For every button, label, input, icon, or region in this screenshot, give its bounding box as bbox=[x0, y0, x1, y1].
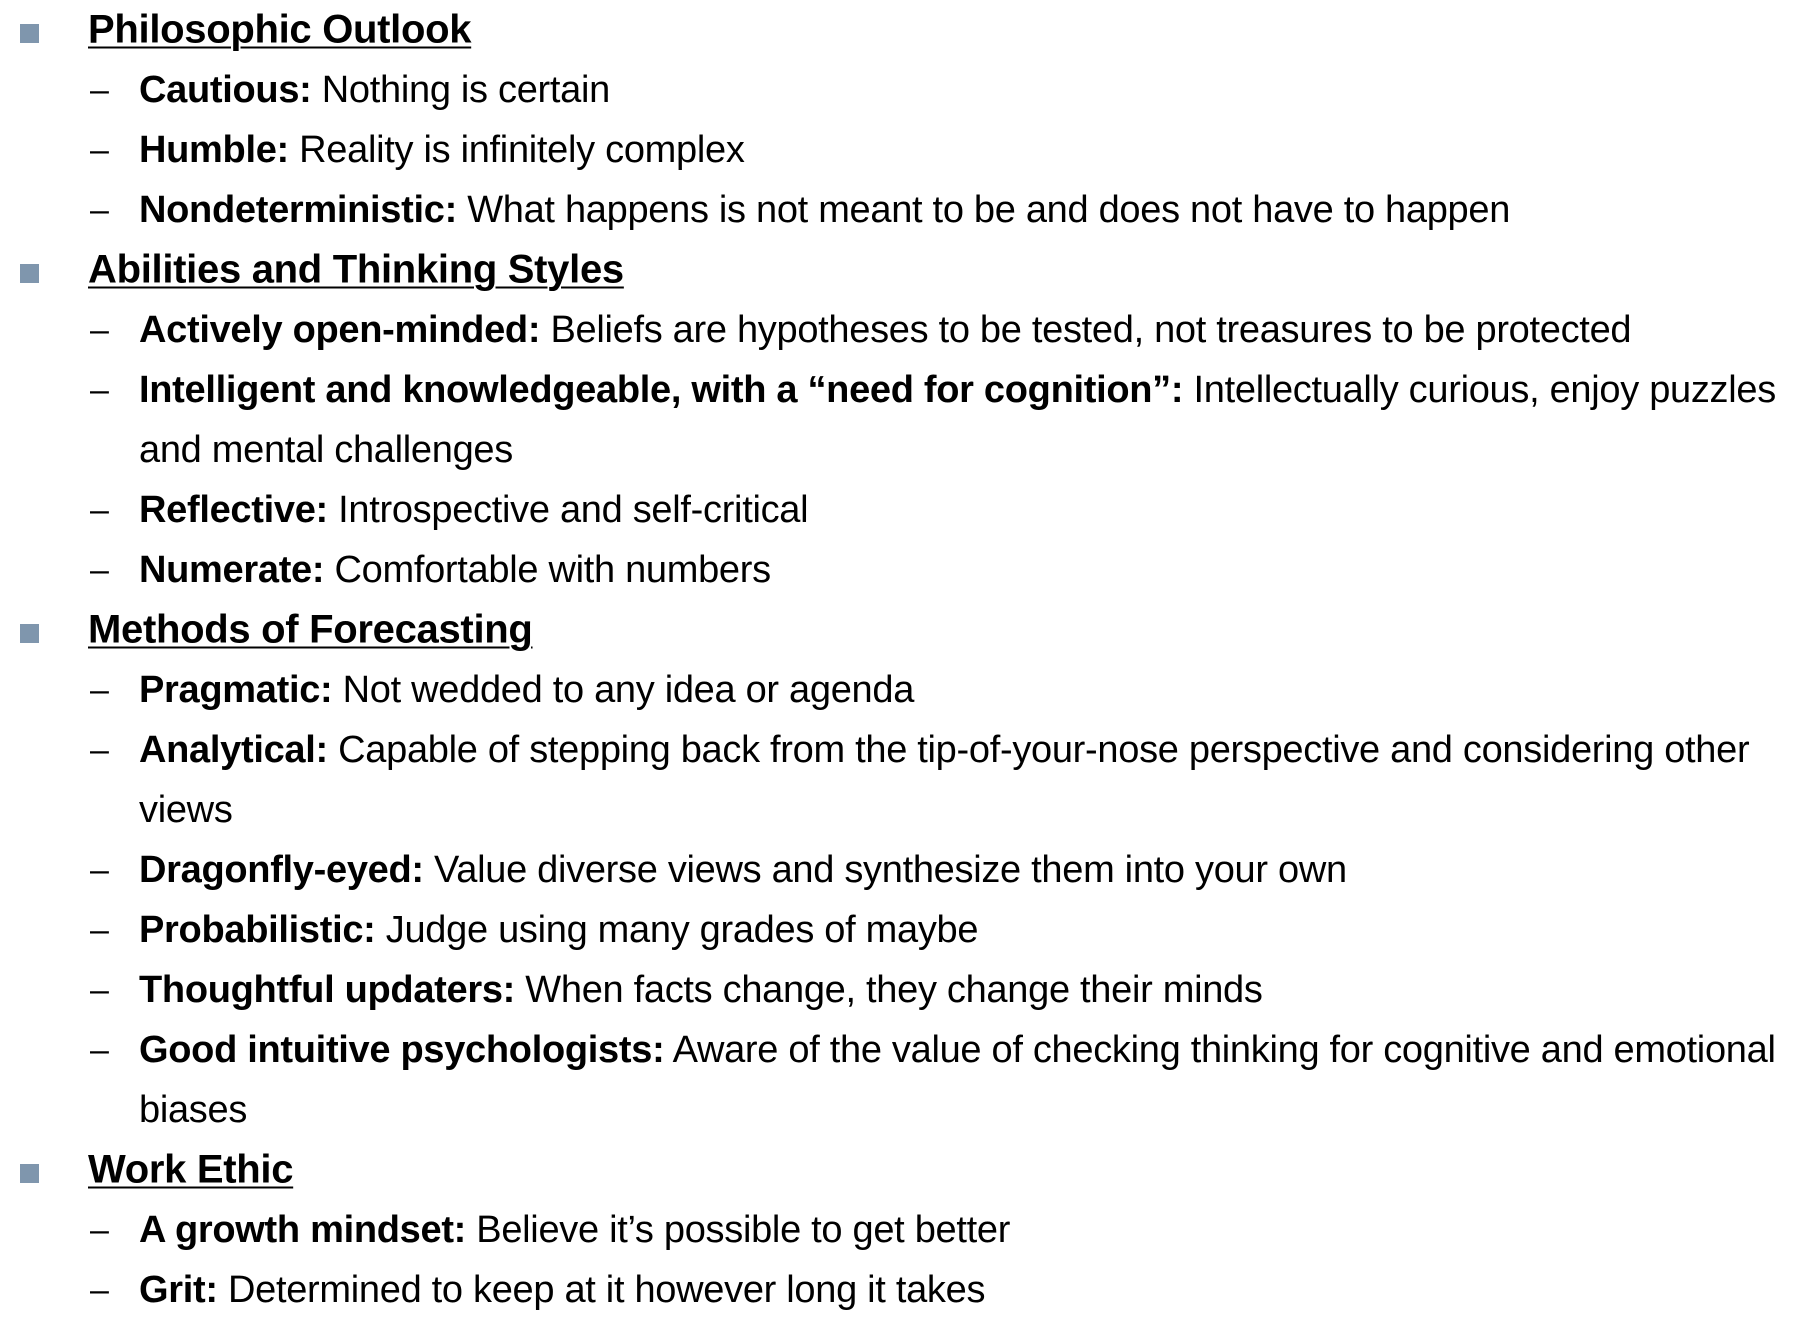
square-bullet-icon bbox=[20, 24, 39, 43]
section-heading-row bbox=[0, 600, 1819, 660]
item-text: Determined to keep at it however long it takes bbox=[217, 1269, 986, 1311]
list-item bbox=[0, 540, 1819, 600]
section-abilities-thinking-styles bbox=[0, 240, 1819, 600]
item-text: Not wedded to any idea or agenda bbox=[332, 669, 915, 711]
dash-bullet-icon: – bbox=[90, 911, 109, 949]
item-text: Intellectually curious, enjoy puzzles and mental challenges bbox=[139, 369, 1776, 471]
item-text: Judge using many grades of maybe bbox=[375, 909, 979, 951]
dash-bullet-icon: – bbox=[90, 971, 109, 1009]
section-work-ethic bbox=[0, 1140, 1819, 1320]
item-label: Thoughtful updaters: bbox=[139, 969, 516, 1011]
dash-bullet-icon: – bbox=[90, 371, 109, 409]
dash-bullet-icon: – bbox=[90, 1271, 109, 1309]
section-heading: Work Ethic bbox=[88, 1147, 294, 1192]
dash-bullet-icon: – bbox=[90, 191, 109, 229]
section-heading: Methods of Forecasting bbox=[88, 607, 533, 652]
item-label: Numerate: bbox=[139, 549, 325, 591]
item-text: Capable of stepping back from the tip-of-your-nose perspective and considering other views bbox=[139, 729, 1750, 831]
square-bullet-icon bbox=[20, 624, 39, 643]
dash-bullet-icon: – bbox=[90, 1211, 109, 1249]
dash-bullet-icon: – bbox=[90, 1031, 109, 1069]
item-text: Nothing is certain bbox=[311, 69, 610, 111]
dash-bullet-icon: – bbox=[90, 131, 109, 169]
list-item bbox=[0, 660, 1819, 720]
list-item bbox=[0, 1200, 1819, 1260]
list-item bbox=[0, 840, 1819, 900]
item-label: Dragonfly-eyed: bbox=[139, 849, 424, 891]
list-item bbox=[0, 60, 1819, 120]
item-label: A growth mindset: bbox=[139, 1209, 467, 1251]
list-item bbox=[0, 180, 1819, 240]
section-heading-row bbox=[0, 240, 1819, 300]
list-item bbox=[0, 300, 1819, 360]
list-item bbox=[0, 120, 1819, 180]
section-heading-row bbox=[0, 1140, 1819, 1200]
item-text: Aware of the value of checking thinking for cognitive and emotional biases bbox=[139, 1029, 1776, 1131]
item-text: Introspective and self-critical bbox=[327, 489, 809, 531]
dash-bullet-icon: – bbox=[90, 851, 109, 889]
dash-bullet-icon: – bbox=[90, 731, 109, 769]
item-label: Good intuitive psychologists: bbox=[139, 1029, 665, 1071]
item-text: Comfortable with numbers bbox=[324, 549, 771, 591]
section-heading-row bbox=[0, 0, 1819, 60]
section-heading: Abilities and Thinking Styles bbox=[88, 247, 624, 292]
item-text: Beliefs are hypotheses to be tested, not treasures to be protected bbox=[540, 309, 1632, 351]
section-philosophic-outlook bbox=[0, 0, 1819, 240]
item-label: Probabilistic: bbox=[139, 909, 376, 951]
dash-bullet-icon: – bbox=[90, 491, 109, 529]
item-text: Value diverse views and synthesize them into your own bbox=[423, 849, 1347, 891]
item-text: What happens is not meant to be and does not have to happen bbox=[456, 189, 1511, 231]
item-label: Humble: bbox=[139, 129, 289, 171]
dash-bullet-icon: – bbox=[90, 71, 109, 109]
list-item bbox=[0, 360, 1819, 480]
dash-bullet-icon: – bbox=[90, 551, 109, 589]
item-text: Believe it’s possible to get better bbox=[466, 1209, 1011, 1251]
item-label: Actively open-minded: bbox=[139, 309, 541, 351]
item-text: When facts change, they change their minds bbox=[515, 969, 1263, 1011]
item-label: Grit: bbox=[139, 1269, 218, 1311]
item-label: Reflective: bbox=[139, 489, 328, 531]
square-bullet-icon bbox=[20, 264, 39, 283]
list-item bbox=[0, 900, 1819, 960]
item-text: Reality is infinitely complex bbox=[288, 129, 745, 171]
section-methods-of-forecasting bbox=[0, 600, 1819, 1140]
list-item bbox=[0, 720, 1819, 840]
list-item bbox=[0, 960, 1819, 1020]
item-label: Analytical: bbox=[139, 729, 328, 771]
list-item bbox=[0, 1020, 1819, 1140]
dash-bullet-icon: – bbox=[90, 671, 109, 709]
item-label: Nondeterministic: bbox=[139, 189, 457, 231]
item-label: Intelligent and knowledgeable, with a “need for cognition”: bbox=[139, 369, 1184, 411]
section-heading: Philosophic Outlook bbox=[88, 7, 472, 52]
square-bullet-icon bbox=[20, 1164, 39, 1183]
item-label: Cautious: bbox=[139, 69, 312, 111]
dash-bullet-icon: – bbox=[90, 311, 109, 349]
list-item bbox=[0, 1260, 1819, 1320]
list-item bbox=[0, 480, 1819, 540]
item-label: Pragmatic: bbox=[139, 669, 333, 711]
